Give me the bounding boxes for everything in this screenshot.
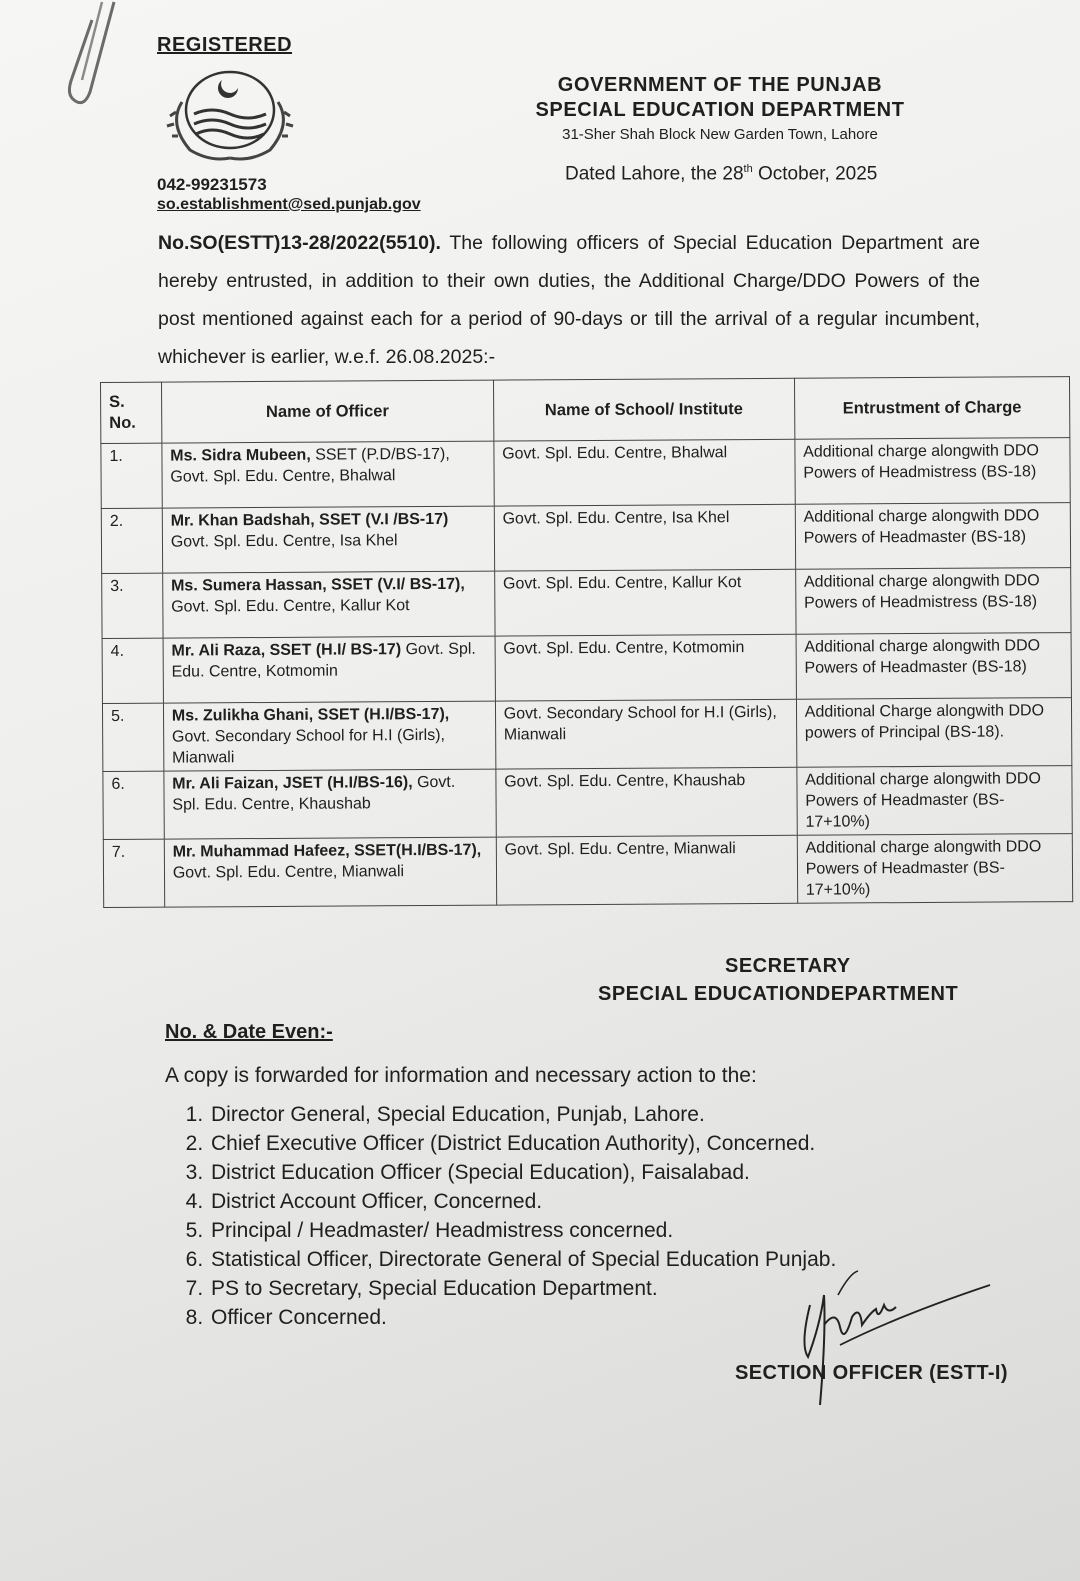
list-item: 7. PS to Secretary, Special Education Department.: [209, 1274, 836, 1303]
officer-name: Ms. Sidra Mubeen,: [170, 446, 311, 465]
cell-officer: [162, 506, 494, 573]
cell-officer: [162, 571, 494, 638]
cell-officer: [164, 837, 496, 907]
cell-charge: Additional charge alongwith DDO Powers of Headmistress (BS-18): [795, 438, 1071, 505]
header-school: Name of School/ Institute: [493, 378, 794, 441]
cell-sno: 4.: [102, 638, 163, 703]
copy-forwarded-intro: A copy is forwarded for information and necessary action to the:: [165, 1064, 757, 1087]
secretary-department: SPECIAL EDUCATIONDEPARTMENT: [598, 983, 959, 1005]
section-officer-title: SECTION OFFICER (ESTT-I): [735, 1362, 1008, 1384]
cell-school: Govt. Spl. Edu. Centre, Isa Khel: [494, 504, 795, 571]
cell-officer: [163, 636, 495, 703]
officer-name: Mr. Muhammad Hafeez, SSET(H.I/BS-17),: [172, 841, 482, 861]
table-row: [102, 568, 1071, 639]
list-item: 6. Statistical Officer, Directorate General of Special Education Punjab.: [209, 1245, 836, 1274]
officer-name: Mr. Ali Raza, SSET (H.I/ BS-17): [171, 641, 402, 660]
cell-officer: [164, 769, 496, 839]
government-title: GOVERNMENT OF THE PUNJAB: [557, 74, 883, 96]
table-row: [102, 698, 1071, 772]
header-officer: Name of Officer: [161, 380, 493, 443]
list-item: 2. Chief Executive Officer (District Education Authority), Concerned.: [209, 1129, 836, 1158]
table-row: [103, 834, 1072, 908]
cell-charge: Additional charge alongwith DDO Powers of Headmistress (BS-18): [795, 568, 1071, 635]
list-item: 5. Principal / Headmaster/ Headmistress concerned.: [209, 1216, 836, 1245]
officer-name: Mr. Khan Badshah, SSET (V.I /BS-17): [170, 510, 449, 530]
officer-detail: Govt. Spl. Edu. Centre, Isa Khel: [170, 532, 398, 551]
list-item: 1. Director General, Special Education, Punjab, Lahore.: [209, 1100, 836, 1129]
cell-sno: 2.: [101, 508, 162, 573]
cell-school: Govt. Spl. Edu. Centre, Kallur Kot: [494, 569, 795, 636]
order-text: The following officers of Special Education Department are hereby entrusted, in addition to their own duties, the Additional Charge/DDO Powers of the post mentioned against each for a period of 90-days or till the arrival of a regular incumbent, whichever is earlier, w.e.f. 26.08.2025:-: [158, 232, 980, 368]
dated-line: [565, 163, 877, 185]
charge-table: [100, 376, 1073, 908]
cell-charge: Additional charge alongwith DDO Powers of Headmaster (BS-18): [796, 633, 1072, 700]
cell-school: Govt. Spl. Edu. Centre, Kotmomin: [495, 634, 796, 701]
cell-school: Govt. Spl. Edu. Centre, Mianwali: [496, 835, 797, 905]
department-address: 31-Sher Shah Block New Garden Town, Lahore: [562, 126, 878, 143]
dated-prefix: Dated Lahore, the 28: [565, 163, 744, 185]
cell-charge: Additional charge alongwith DDO Powers of Headmaster (BS-17+10%): [797, 834, 1073, 904]
list-item: 3. District Education Officer (Special Education), Faisalabad.: [209, 1158, 836, 1187]
cell-sno: 3.: [102, 573, 163, 638]
cell-sno: 5.: [102, 703, 163, 771]
officer-detail: Govt. Spl. Edu. Centre, Khaushab: [172, 773, 456, 814]
header-charge: Entrustment of Charge: [794, 377, 1070, 440]
paper-clip-icon: [62, 0, 132, 110]
table-row: [102, 633, 1071, 704]
punjab-emblem-logo: [160, 62, 300, 167]
table-header-row: [101, 377, 1070, 444]
table-row: [101, 503, 1070, 574]
order-reference: No.SO(ESTT)13-28/2022(5510).: [158, 232, 441, 254]
table-row: [101, 438, 1070, 509]
department-header: [520, 74, 920, 143]
list-item: 8. Officer Concerned.: [209, 1303, 836, 1332]
dated-superscript: th: [743, 163, 753, 175]
cell-sno: 6.: [103, 771, 164, 839]
officer-name: Ms. Sumera Hassan, SSET (V.I/ BS-17),: [171, 575, 465, 595]
dated-suffix: October, 2025: [752, 163, 878, 185]
phone-number: 042-99231573: [157, 175, 267, 194]
cell-charge: Additional Charge alongwith DDO powers of Principal (BS-18).: [796, 698, 1072, 768]
no-date-even-heading: No. & Date Even:-: [165, 1021, 333, 1043]
department-title: SPECIAL EDUCATION DEPARTMENT: [535, 99, 905, 121]
cell-charge: Additional charge alongwith DDO Powers of Headmaster (BS-18): [795, 503, 1071, 570]
email-link[interactable]: so.establishment@sed.punjab.gov: [157, 196, 421, 213]
cell-school: Govt. Spl. Edu. Centre, Bhalwal: [494, 439, 795, 506]
officer-detail: SSET (P.D/BS-17), Govt. Spl. Edu. Centre, Bhalwal: [170, 445, 450, 486]
cell-school: Govt. Spl. Edu. Centre, Khaushab: [496, 767, 797, 837]
officer-detail: Govt. Spl. Edu. Centre, Kotmomin: [171, 640, 476, 681]
officer-detail: Govt. Spl. Edu. Centre, Kallur Kot: [171, 597, 410, 616]
header-sno: S. No.: [101, 382, 162, 443]
officer-detail: Govt. Spl. Edu. Centre, Mianwali: [172, 863, 405, 882]
secretary-title: SECRETARY: [725, 955, 851, 977]
cell-sno: 1.: [101, 443, 162, 508]
order-paragraph: [158, 224, 980, 376]
cell-school: Govt. Secondary School for H.I (Girls), Mianwali: [495, 699, 796, 769]
cell-sno: 7.: [103, 839, 164, 907]
list-item: 4. District Account Officer, Concerned.: [209, 1187, 836, 1216]
cell-officer: [163, 701, 495, 771]
cell-officer: [162, 441, 494, 508]
registered-label: REGISTERED: [157, 34, 293, 56]
recipient-list: [165, 1100, 836, 1332]
handwritten-signature: [780, 1265, 1000, 1415]
officer-name: Mr. Ali Faizan, JSET (H.I/BS-16),: [172, 774, 413, 793]
cell-charge: Additional charge alongwith DDO Powers of Headmaster (BS-17+10%): [797, 766, 1073, 836]
officer-name: Ms. Zulikha Ghani, SSET (H.I/BS-17),: [171, 705, 450, 725]
officer-detail: Govt. Secondary School for H.I (Girls), Mianwali: [171, 726, 446, 767]
table-row: [103, 766, 1072, 840]
